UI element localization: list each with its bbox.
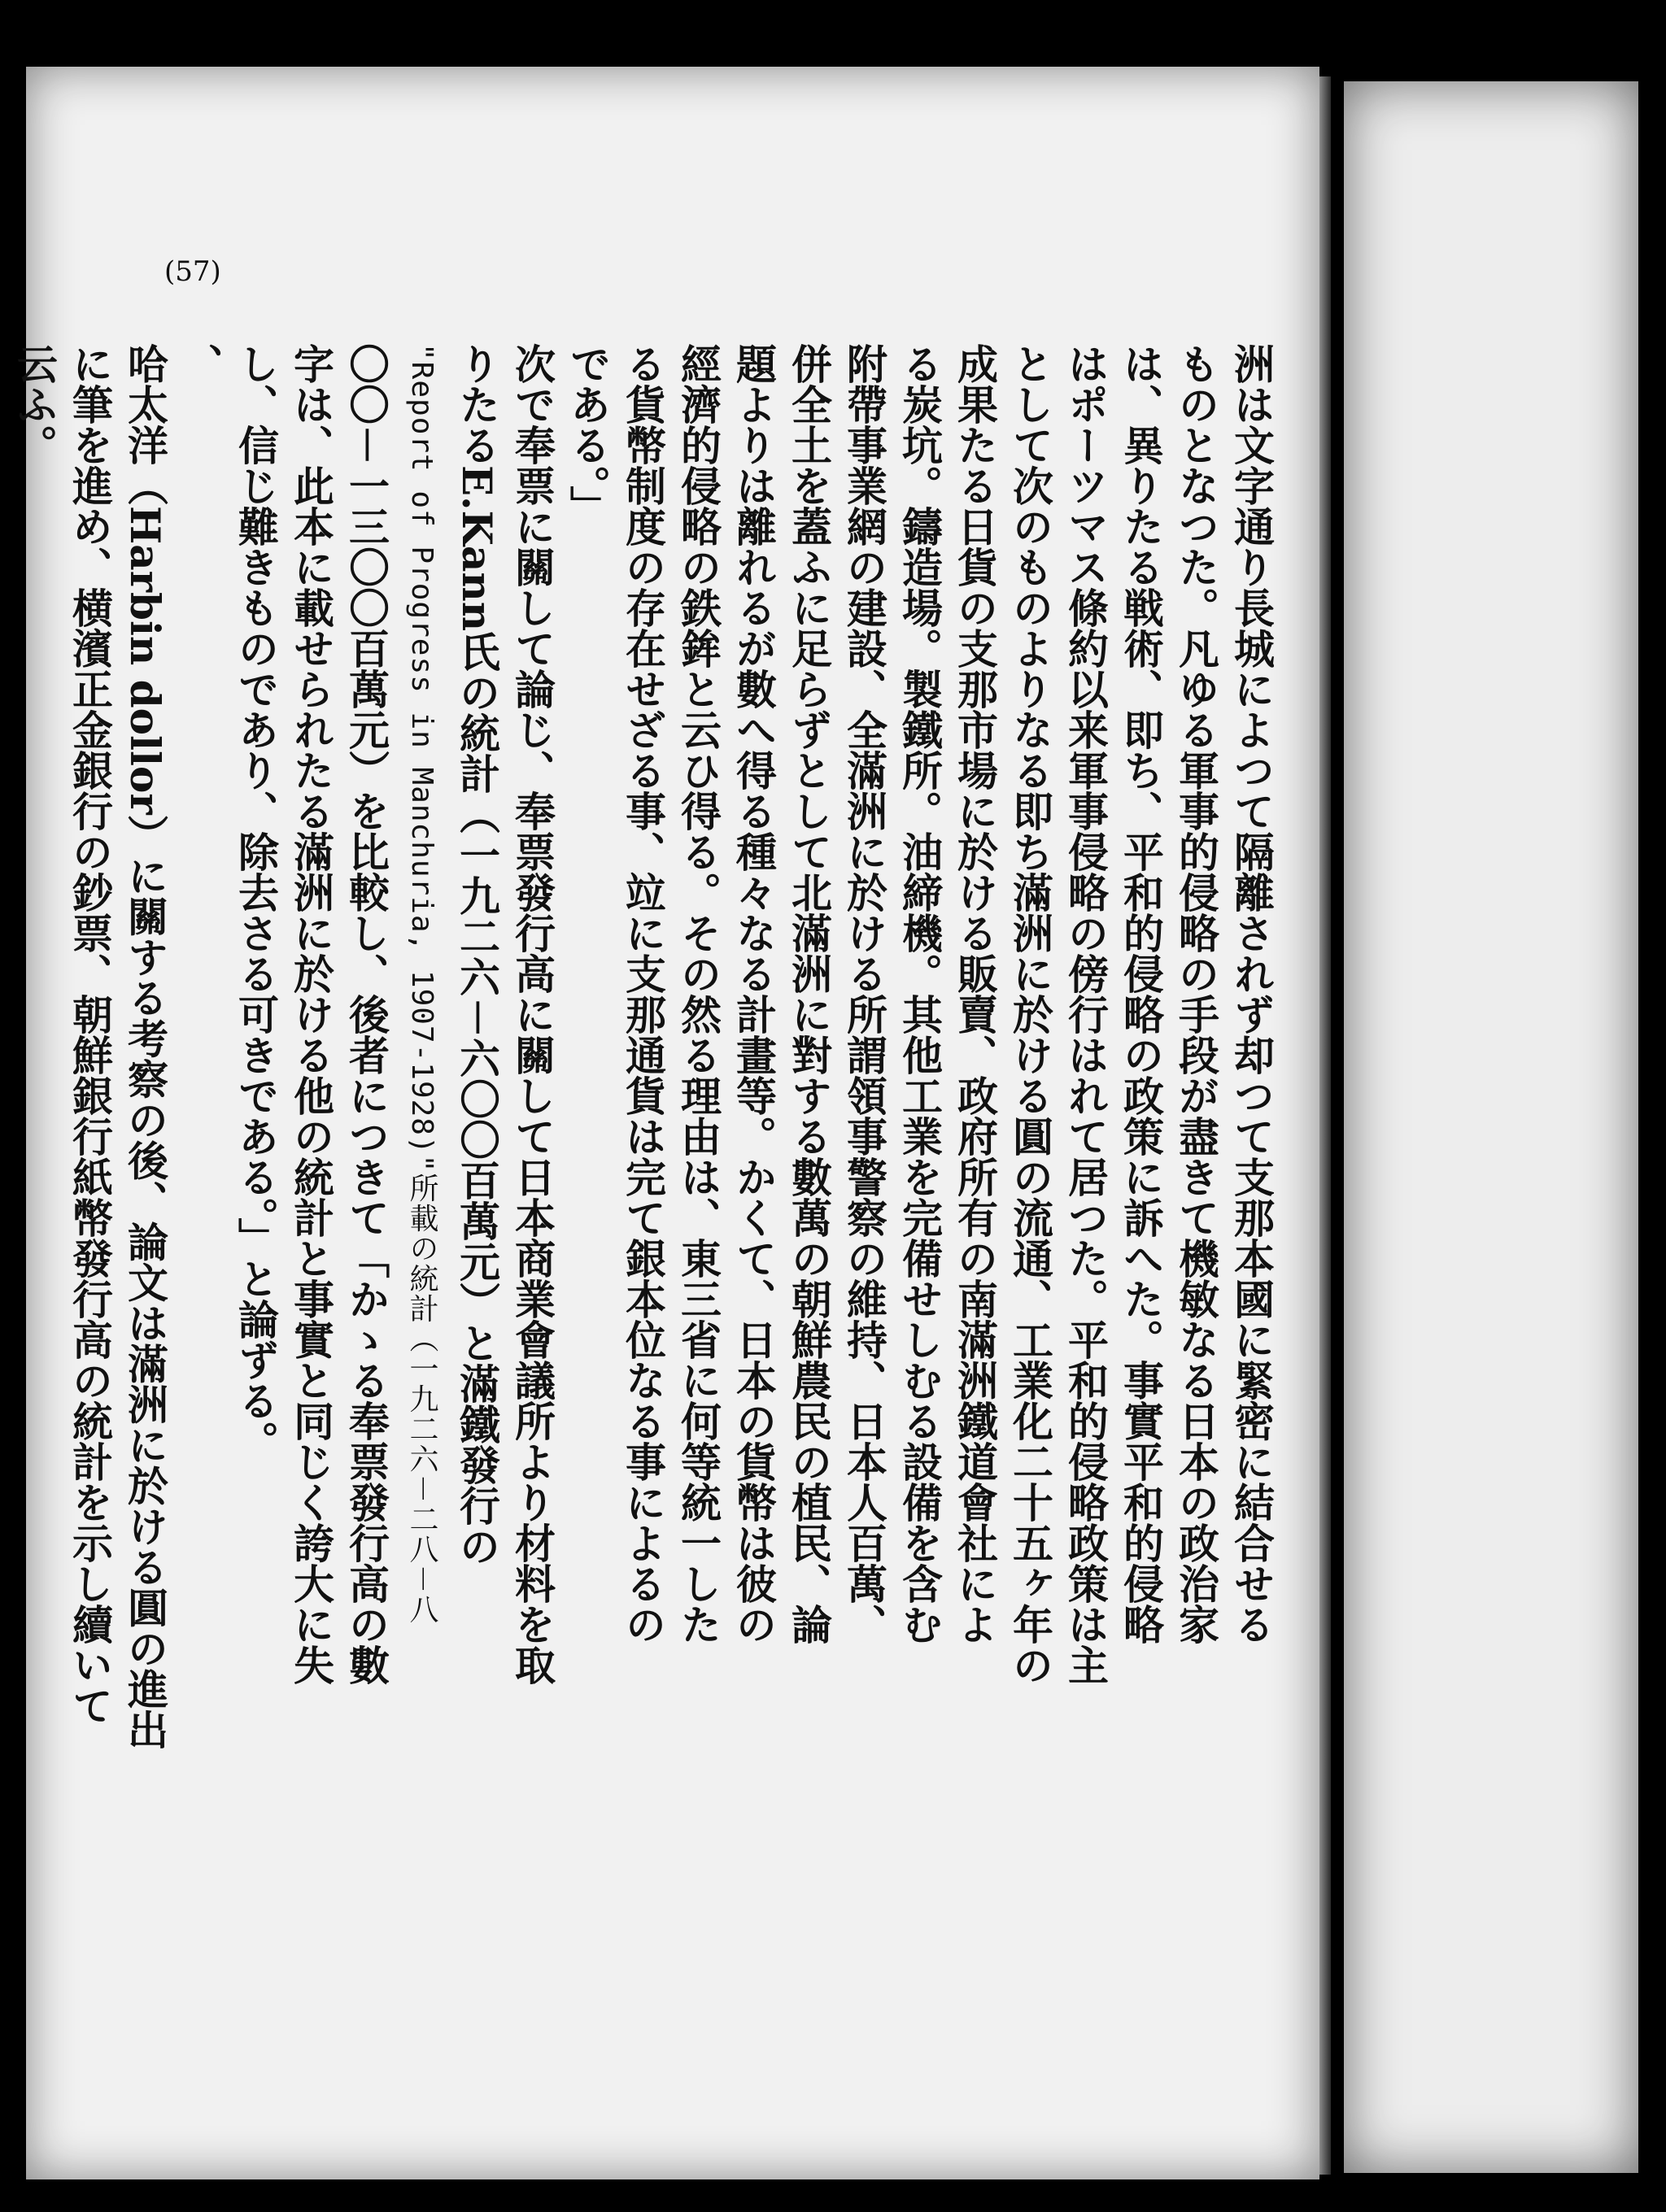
text-column: 附帶事業網の建設、全滿洲に於ける所謂領事警察の維持、日本人百萬、	[840, 343, 888, 1644]
text-column: る炭坑。鑄造場。製鐵所。油締機。其他工業を完備せしむる設備を含む	[896, 343, 944, 1644]
text-column: 經濟的侵略の鉄鉾と云ひ得る。その然る理由は、東三省に何等統一した	[674, 343, 722, 1644]
text-column: 、	[177, 343, 225, 384]
text-column: 次で奉票に關して論じ、奉票發行高に關して日本商業會議所より材料を取	[508, 343, 556, 1685]
text-column: は、異りたる戦術、即ち、平和的侵略の政策に訴へた。事實平和的侵略	[1117, 343, 1165, 1644]
text-column: はポーツマス條約以来軍事侵略の傍行はれて居つた。平和的侵略政策は主	[1062, 343, 1110, 1685]
text-column: ものとなつた。凡ゆる軍事的侵略の手段が盡きて機敏なる日本の政治家	[1172, 343, 1220, 1644]
text-column: 併全土を蓋ふに足らずとして北滿洲に對する數萬の朝鮮農民の植民、論	[785, 343, 833, 1644]
text-column: 云ふ。	[11, 343, 59, 465]
text-column: 哈太洋（Harbin dollor）に關する考察の後、論文は滿洲に於ける圓の進出	[121, 343, 169, 1750]
page-edge	[1319, 76, 1331, 2175]
vertical-text-block	[11, 343, 1279, 2140]
text-column-english: "Report of Progress in Manchuria, 1907-1928)"所載の統計（一九二六－二八－八	[405, 343, 438, 1625]
text-column: る貨幣制度の存在せざる事、竝に支那通貨は完て銀本位なる事によるの	[619, 343, 667, 1644]
text-column: し、信じ難きものであり、除去さる可きである。」と論ずる。	[232, 343, 280, 1461]
text-column: として次のものよりなる即ち滿洲に於ける圓の流通、工業化二十五ヶ年の	[1006, 343, 1054, 1685]
text-column: 字は、此本に載せられたる滿洲に於ける他の統計と事實と同じく誇大に失	[287, 343, 335, 1685]
text-column: 題よりは離れるが數へ得る種々なる計畫等。かくて、日本の貨幣は彼の	[730, 343, 778, 1644]
text-column: 洲は文字通り長城によつて隔離されず却つて支那本國に緊密に結合せる	[1228, 343, 1276, 1644]
text-column: である。」	[564, 343, 612, 526]
text-column: 成果たる日貨の支那市場に於ける販賣、政府所有の南滿洲鐵道會社によ	[951, 343, 999, 1644]
text-column: りたるE.Kann氏の統計（一九二六－六〇〇百萬元）と滿鐵發行の	[453, 343, 501, 1567]
adjacent-page	[1344, 81, 1638, 2173]
page-number: (57)	[164, 255, 221, 288]
text-column: に筆を進め、横濱正金銀行の鈔票、朝鮮銀行紙幣發行高の統計を示し續いて	[66, 343, 114, 1726]
book-page	[11, 67, 1319, 2179]
text-column: 〇〇－一三〇〇百萬元）を比較し、後者につきて「かゝる奉票發行高の數	[342, 343, 390, 1685]
